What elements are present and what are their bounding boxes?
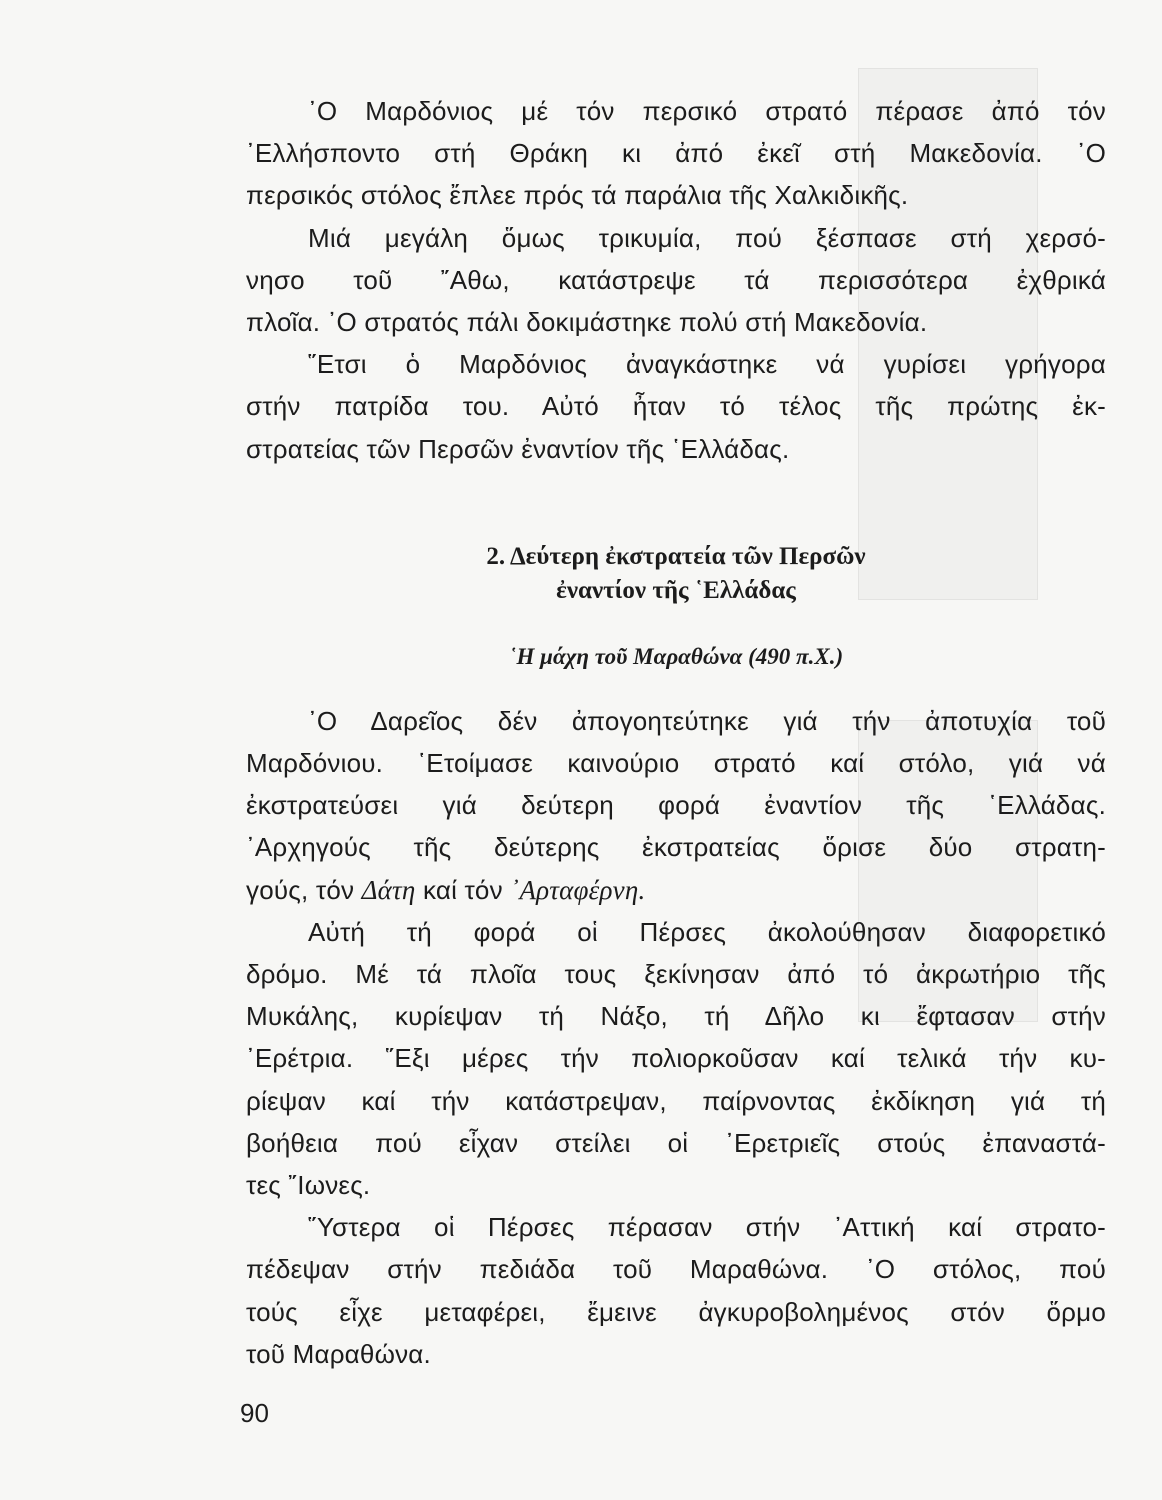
- text-line: ῞Ετσι ὁ Μαρδόνιος ἀναγκάστηκε νά γυρίσει γρήγορα: [308, 349, 1106, 380]
- text-line: δρόμο. Μέ τά πλοῖα τους ξεκίνησαν ἀπό τό ἀκρωτήριο τῆς: [246, 959, 1106, 990]
- text-line: ᾿Ο Μαρδόνιος μέ τόν περσικό στρατό πέρασε ἀπό τόν: [308, 96, 1106, 126]
- paragraph-athos-storm: [246, 217, 1106, 344]
- page-body: [246, 90, 1106, 1375]
- section-heading: [246, 540, 1106, 608]
- text-line: Αὐτή τή φορά οἱ Πέρσες ἀκολούθησαν διαφορετικό: [308, 916, 1106, 947]
- text-line: ᾿Ερέτρια. ῞Εξι μέρες τήν πολιορκοῦσαν καί τελικά τήν κυ-: [246, 1043, 1106, 1074]
- section-heading-line-1: 2. Δεύτερη ἐκστρατεία τῶν Περσῶν: [486, 542, 866, 570]
- section-heading-line-2: ἐναντίον τῆς ῾Ελλάδας: [556, 576, 796, 604]
- text-line: πλοῖα. ᾿Ο στρατός πάλι δοκιμάστηκε πολύ στή Μακεδονία.: [246, 307, 928, 338]
- text-line: πέδεψαν στήν πεδιάδα τοῦ Μαραθώνα. ᾿Ο στόλος, πού: [246, 1254, 1106, 1285]
- text-line: τες ῎Ιωνες.: [246, 1170, 371, 1201]
- general-name-datis: Δάτη: [361, 874, 416, 905]
- text-line: βοήθεια πού εἶχαν στείλει οἱ ᾿Ερετριεῖς στούς ἐπαναστά-: [246, 1127, 1106, 1158]
- text-line: ῞Υστερα οἱ Πέρσες πέρασαν στήν ᾿Αττική καί στρατο-: [308, 1212, 1106, 1243]
- text-line: ᾿Αρχηγούς τῆς δεύτερης ἐκστρατείας ὅρισε δύο στρατη-: [246, 832, 1106, 863]
- text-line: τούς εἶχε μεταφέρει, ἔμεινε ἀγκυροβολημένος στόν ὅρμο: [246, 1296, 1106, 1327]
- text-line: [246, 869, 1106, 911]
- subheading-battle-of-marathon: ῾Η μάχη τοῦ Μαραθώνα (490 π.Χ.): [508, 643, 844, 669]
- page-number: 90: [240, 1398, 269, 1428]
- text-fragment: καί τόν: [422, 874, 503, 905]
- text-line: ἐκστρατεύσει γιά δεύτερη φορά ἐναντίον τῆς ῾Ελλάδας.: [246, 790, 1106, 821]
- text-line: στήν πατρίδα του. Αὐτό ἦταν τό τέλος τῆς πρώτης ἐκ-: [246, 391, 1106, 422]
- text-line: ᾿Ελλήσποντο στή Θράκη κι ἀπό ἐκεῖ στή Μακεδονία. ᾿Ο: [246, 138, 1106, 169]
- text-line: νησο τοῦ ῎Αθω, κατάστρεψε τά περισσότερα ἐχθρικά: [246, 264, 1106, 295]
- paragraph-eretria-destroyed: [246, 911, 1106, 1206]
- paragraph-camp-at-marathon: [246, 1206, 1106, 1375]
- text-line: περσικός στόλος ἔπλεε πρός τά παράλια τῆς Χαλκιδικῆς.: [246, 180, 909, 211]
- text-fragment: γούς, τόν: [246, 874, 355, 905]
- paragraph-mardonios-route: [246, 90, 1106, 217]
- general-name-artaphernes: ᾿Αρταφέρνη.: [510, 874, 646, 905]
- text-line: Μαρδόνιου. ῾Ετοίμασε καινούριο στρατό καί στόλο, γιά νά: [246, 748, 1106, 779]
- text-line: ρίεψαν καί τήν κατάστρεψαν, παίρνοντας ἐκδίκηση γιά τή: [246, 1085, 1106, 1116]
- text-line: Μυκάλης, κυρίεψαν τή Νάξο, τή Δῆλο κι ἔφτασαν στήν: [246, 1001, 1106, 1032]
- text-line: Μιά μεγάλη ὅμως τρικυμία, πού ξέσπασε στή χερσό-: [308, 222, 1106, 253]
- paragraph-darius-prepares: [246, 700, 1106, 911]
- text-line: ᾿Ο Δαρεῖος δέν ἀπογοητεύτηκε γιά τήν ἀποτυχία τοῦ: [308, 705, 1106, 736]
- paragraph-end-first-campaign: [246, 343, 1106, 470]
- text-line: στρατείας τῶν Περσῶν ἐναντίον τῆς ῾Ελλάδας.: [246, 433, 790, 464]
- text-line: τοῦ Μαραθώνα.: [246, 1338, 431, 1369]
